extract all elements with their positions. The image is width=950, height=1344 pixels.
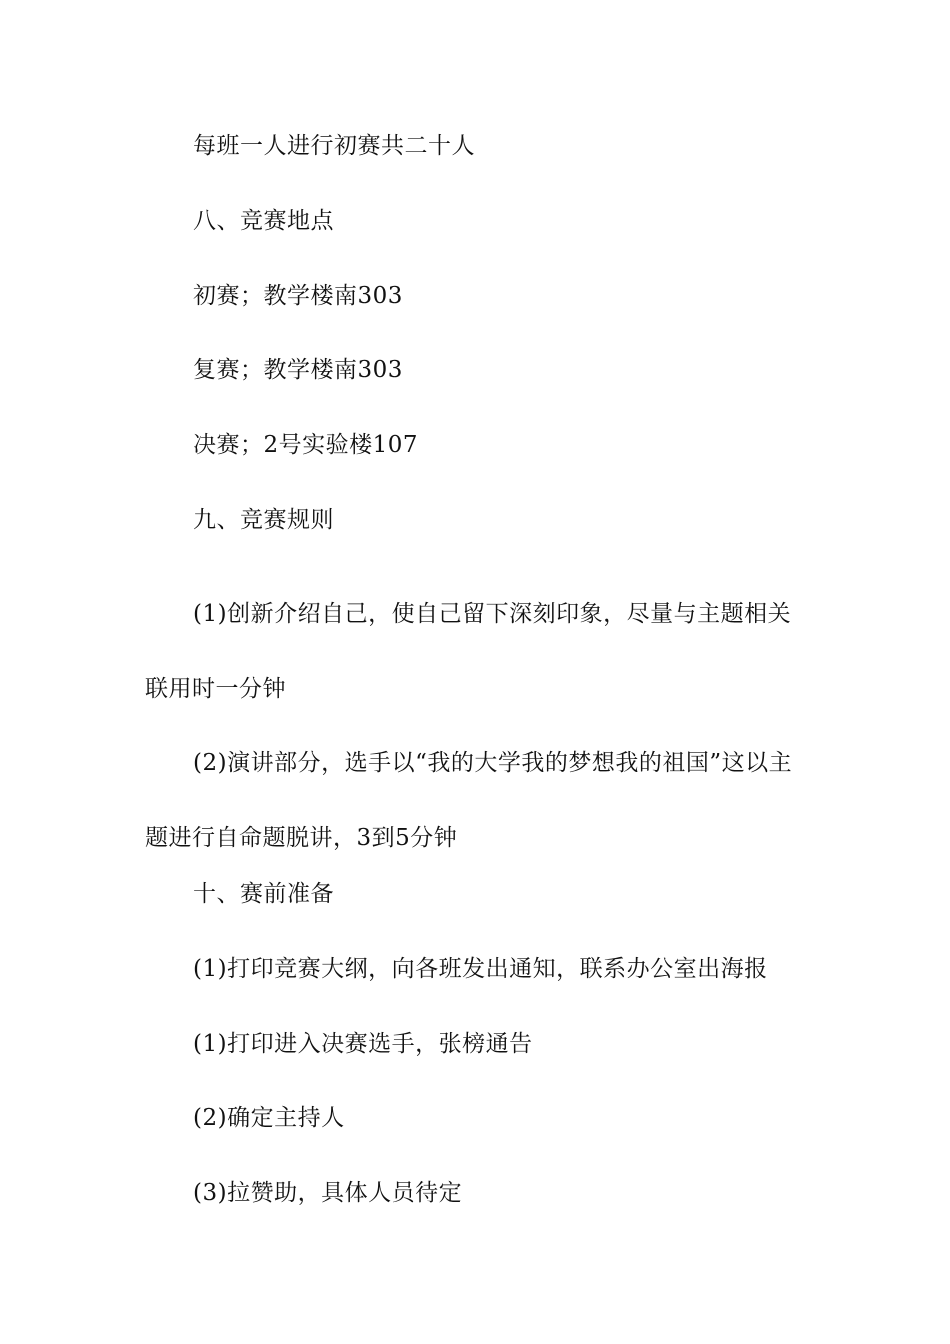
paragraph-prep-4: (3)拉赞助，具体人员待定: [193, 1180, 463, 1207]
paragraph-venue-final: 决赛；2号实验楼107: [193, 432, 419, 459]
paragraph-rule-2: (2)演讲部分，选手以“我的大学我的梦想我的祖国”这以主题进行自命题脱讲，3到5分钟: [145, 750, 793, 852]
section-heading-preparation: 十、赛前准备: [193, 880, 334, 907]
paragraph-prep-3: (2)确定主持人: [193, 1105, 345, 1132]
paragraph-venue-semifinal: 复赛；教学楼南303: [193, 357, 403, 384]
paragraph-prep-1: (1)打印竞赛大纲，向各班发出通知，联系办公室出海报: [193, 955, 768, 982]
paragraph-prep-2: (1)打印进入决赛选手，张榜通告: [193, 1030, 533, 1057]
paragraph-participants: 每班一人进行初赛共二十人: [193, 133, 475, 159]
section-heading-rules: 九、竞赛规则: [193, 506, 334, 533]
paragraph-rule-1: (1)创新介绍自己，使自己留下深刻印象，尽量与主题相关联用时一分钟: [145, 600, 792, 702]
document-body: [145, 128, 810, 1250]
section-heading-venue: 八、竞赛地点: [193, 207, 334, 234]
paragraph-venue-preliminary: 初赛；教学楼南303: [193, 282, 403, 309]
